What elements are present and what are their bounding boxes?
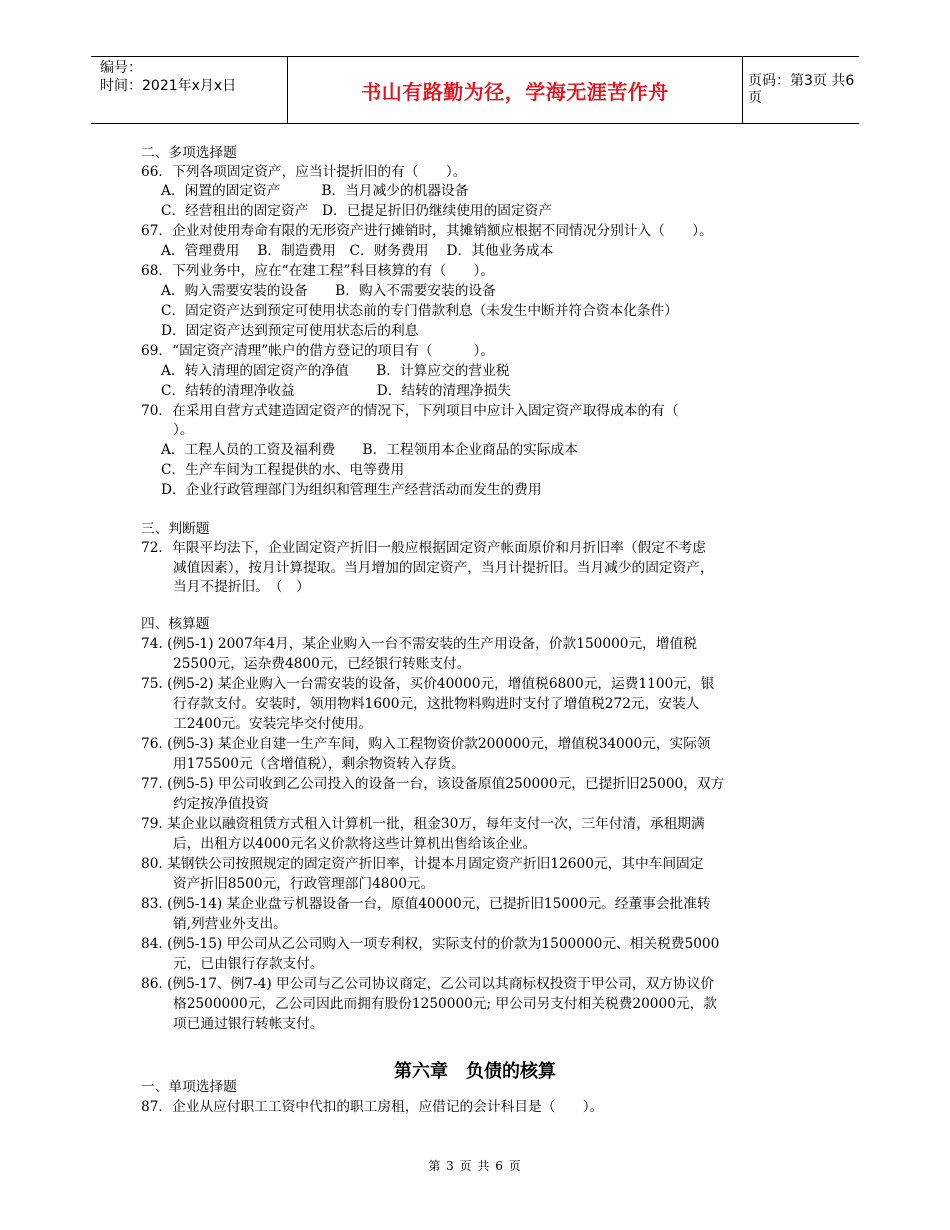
question-68: 68．下列业务中，应在“在建工程”科目核算的有（ ）。 <box>141 263 495 279</box>
question-83: 83. (例5-14) 某企业盘亏机器设备一台，原值40000元，已提折旧15000元。经董事会批准转 <box>141 896 711 912</box>
question-68-option-d: D．固定资产达到预定可使用状态后的利息 <box>161 323 419 339</box>
question-66-options-cd: C．经营租出的固定资产 D．已提足折旧仍继续使用的固定资产 <box>161 203 553 219</box>
question-67-options: A．管理费用 B．制造费用 C．财务费用 D．其他业务成本 <box>161 243 554 259</box>
section-heading-accounting: 四、核算题 <box>141 616 210 632</box>
section-heading-multiple-choice: 二、多项选择题 <box>141 145 237 161</box>
question-70-options-ab: A．工程人员的工资及福利费 B．工程领用本企业商品的实际成本 <box>161 442 578 458</box>
question-70: 70．在采用自营方式建造固定资产的情况下，下列项目中应计入固定资产取得成本的有（ <box>141 403 679 419</box>
question-74: 74. (例5-1) 2007年4月，某企业购入一台不需安装的生产用设备，价款150000元，增值税 <box>141 636 697 652</box>
question-72: 72．年限平均法下，企业固定资产折旧一般应根据固定资产帐面原价和月折旧率（假定不考虑 <box>141 540 706 556</box>
question-84: 84. (例5-15) 甲公司从乙公司购入一项专利权，实际支付的价款为1500000元、相关税费5000 <box>141 936 720 952</box>
question-70-option-d: D．企业行政管理部门为组织和管理生产经营活动而发生的费用 <box>161 482 542 498</box>
question-66-options-ab: A．闲置的固定资产 B．当月减少的机器设备 <box>161 183 469 199</box>
question-80: 80. 某钢铁公司按照规定的固定资产折旧率，计提本月固定资产折旧12600元，其中车间固定 <box>141 856 704 872</box>
header-page-cell <box>742 57 859 123</box>
question-75: 75. (例5-2) 某企业购入一台需安装的设备，买价40000元，增值税6800元，运费1100元，银 <box>141 676 715 692</box>
question-66: 66．下列各项固定资产，应当计提折旧的有（ ）。 <box>141 164 467 180</box>
question-69: 69．“固定资产清理”帐户的借方登记的项目有（ ）。 <box>141 343 495 359</box>
question-76: 76. (例5-3) 某企业自建一生产车间，购入工程物资价款200000元，增值税34000元，实际领 <box>141 736 711 752</box>
motto-text: 书山有路勤为径，学海无涯苦作舟 <box>361 79 669 104</box>
question-69-options-ab: A．转入清理的固定资产的净值 B．计算应交的营业税 <box>161 363 510 379</box>
section-heading-single-choice: 一、单项选择题 <box>141 1079 237 1095</box>
question-76-line-2: 用175500元（含增值税），剩余物资转入存货。 <box>173 756 465 772</box>
chapter-title: 第六章 负债的核算 <box>394 1061 556 1082</box>
question-77: 77. (例5-5) 甲公司收到乙公司投入的设备一台，该设备原值250000元，已提折旧25000，双方 <box>141 776 725 792</box>
question-70-continued: ）。 <box>173 422 194 438</box>
page-footer: 第 3 页 共 6 页 <box>428 1159 522 1173</box>
question-68-option-c: C．固定资产达到预定可使用状态前的专门借款利息（未发生中断并符合资本化条件） <box>161 303 678 319</box>
page-header <box>91 56 859 124</box>
header-info-cell <box>91 57 286 123</box>
document-date-label: 时间：2021年x月x日 <box>100 78 237 94</box>
question-79-line-2: 后，出租方以4000元名义价款将这些计算机出售给该企业。 <box>173 836 537 852</box>
question-69-options-cd: C．结转的清理净收益 D．结转的清理净损失 <box>161 383 511 399</box>
question-75-line-3: 工2400元。安装完毕交付使用。 <box>173 716 373 732</box>
question-79: 79. 某企业以融资租赁方式租入计算机一批，租金30万，每年支付一次，三年付清，承租期满 <box>141 816 705 832</box>
header-page-label: 页码：第3页 共6页 <box>748 73 855 106</box>
question-70-option-c: C．生产车间为工程提供的水、电等费用 <box>161 462 405 478</box>
question-83-line-2: 销,列营业外支出。 <box>173 916 287 932</box>
question-74-line-2: 25500元，运杂费4800元，已经银行转账支付。 <box>173 656 471 672</box>
document-number-label: 编号： <box>100 60 142 76</box>
question-68-options-ab: A．购入需要安装的设备 B．购入不需要安装的设备 <box>161 283 496 299</box>
question-77-line-2: 约定按净值投资 <box>173 796 269 812</box>
question-67: 67．企业对使用寿命有限的无形资产进行摊销时，其摊销额应根据不同情况分别计入（ ）。 <box>141 223 713 239</box>
header-motto-cell <box>287 57 743 123</box>
question-84-line-2: 元，已由银行存款支付。 <box>173 956 324 972</box>
question-87: 87．企业从应付职工工资中代扣的职工房租，应借记的会计科目是（ ）。 <box>141 1099 604 1115</box>
question-86-line-2: 格2500000元，乙公司因此而拥有股份1250000元; 甲公司另支付相关税费20000元，款 <box>173 996 717 1012</box>
section-heading-true-false: 三、判断题 <box>141 521 210 537</box>
question-72-line-3: 当月不提折旧。 （ ） <box>173 579 310 595</box>
question-72-line-2: 减值因素），按月计算提取。当月增加的固定资产，当月计提折旧。当月减少的固定资产， <box>173 560 714 576</box>
question-75-line-2: 行存款支付。安装时，领用物料1600元，这批物料购进时支付了增值税272元，安装人 <box>173 696 700 712</box>
question-80-line-2: 资产折旧8500元，行政管理部门4800元。 <box>173 876 435 892</box>
question-86-line-3: 项已通过银行转帐支付。 <box>173 1016 324 1032</box>
question-86: 86. (例5-17、例7-4) 甲公司与乙公司协议商定，乙公司以其商标权投资于甲公司，双方协议价 <box>141 976 715 992</box>
